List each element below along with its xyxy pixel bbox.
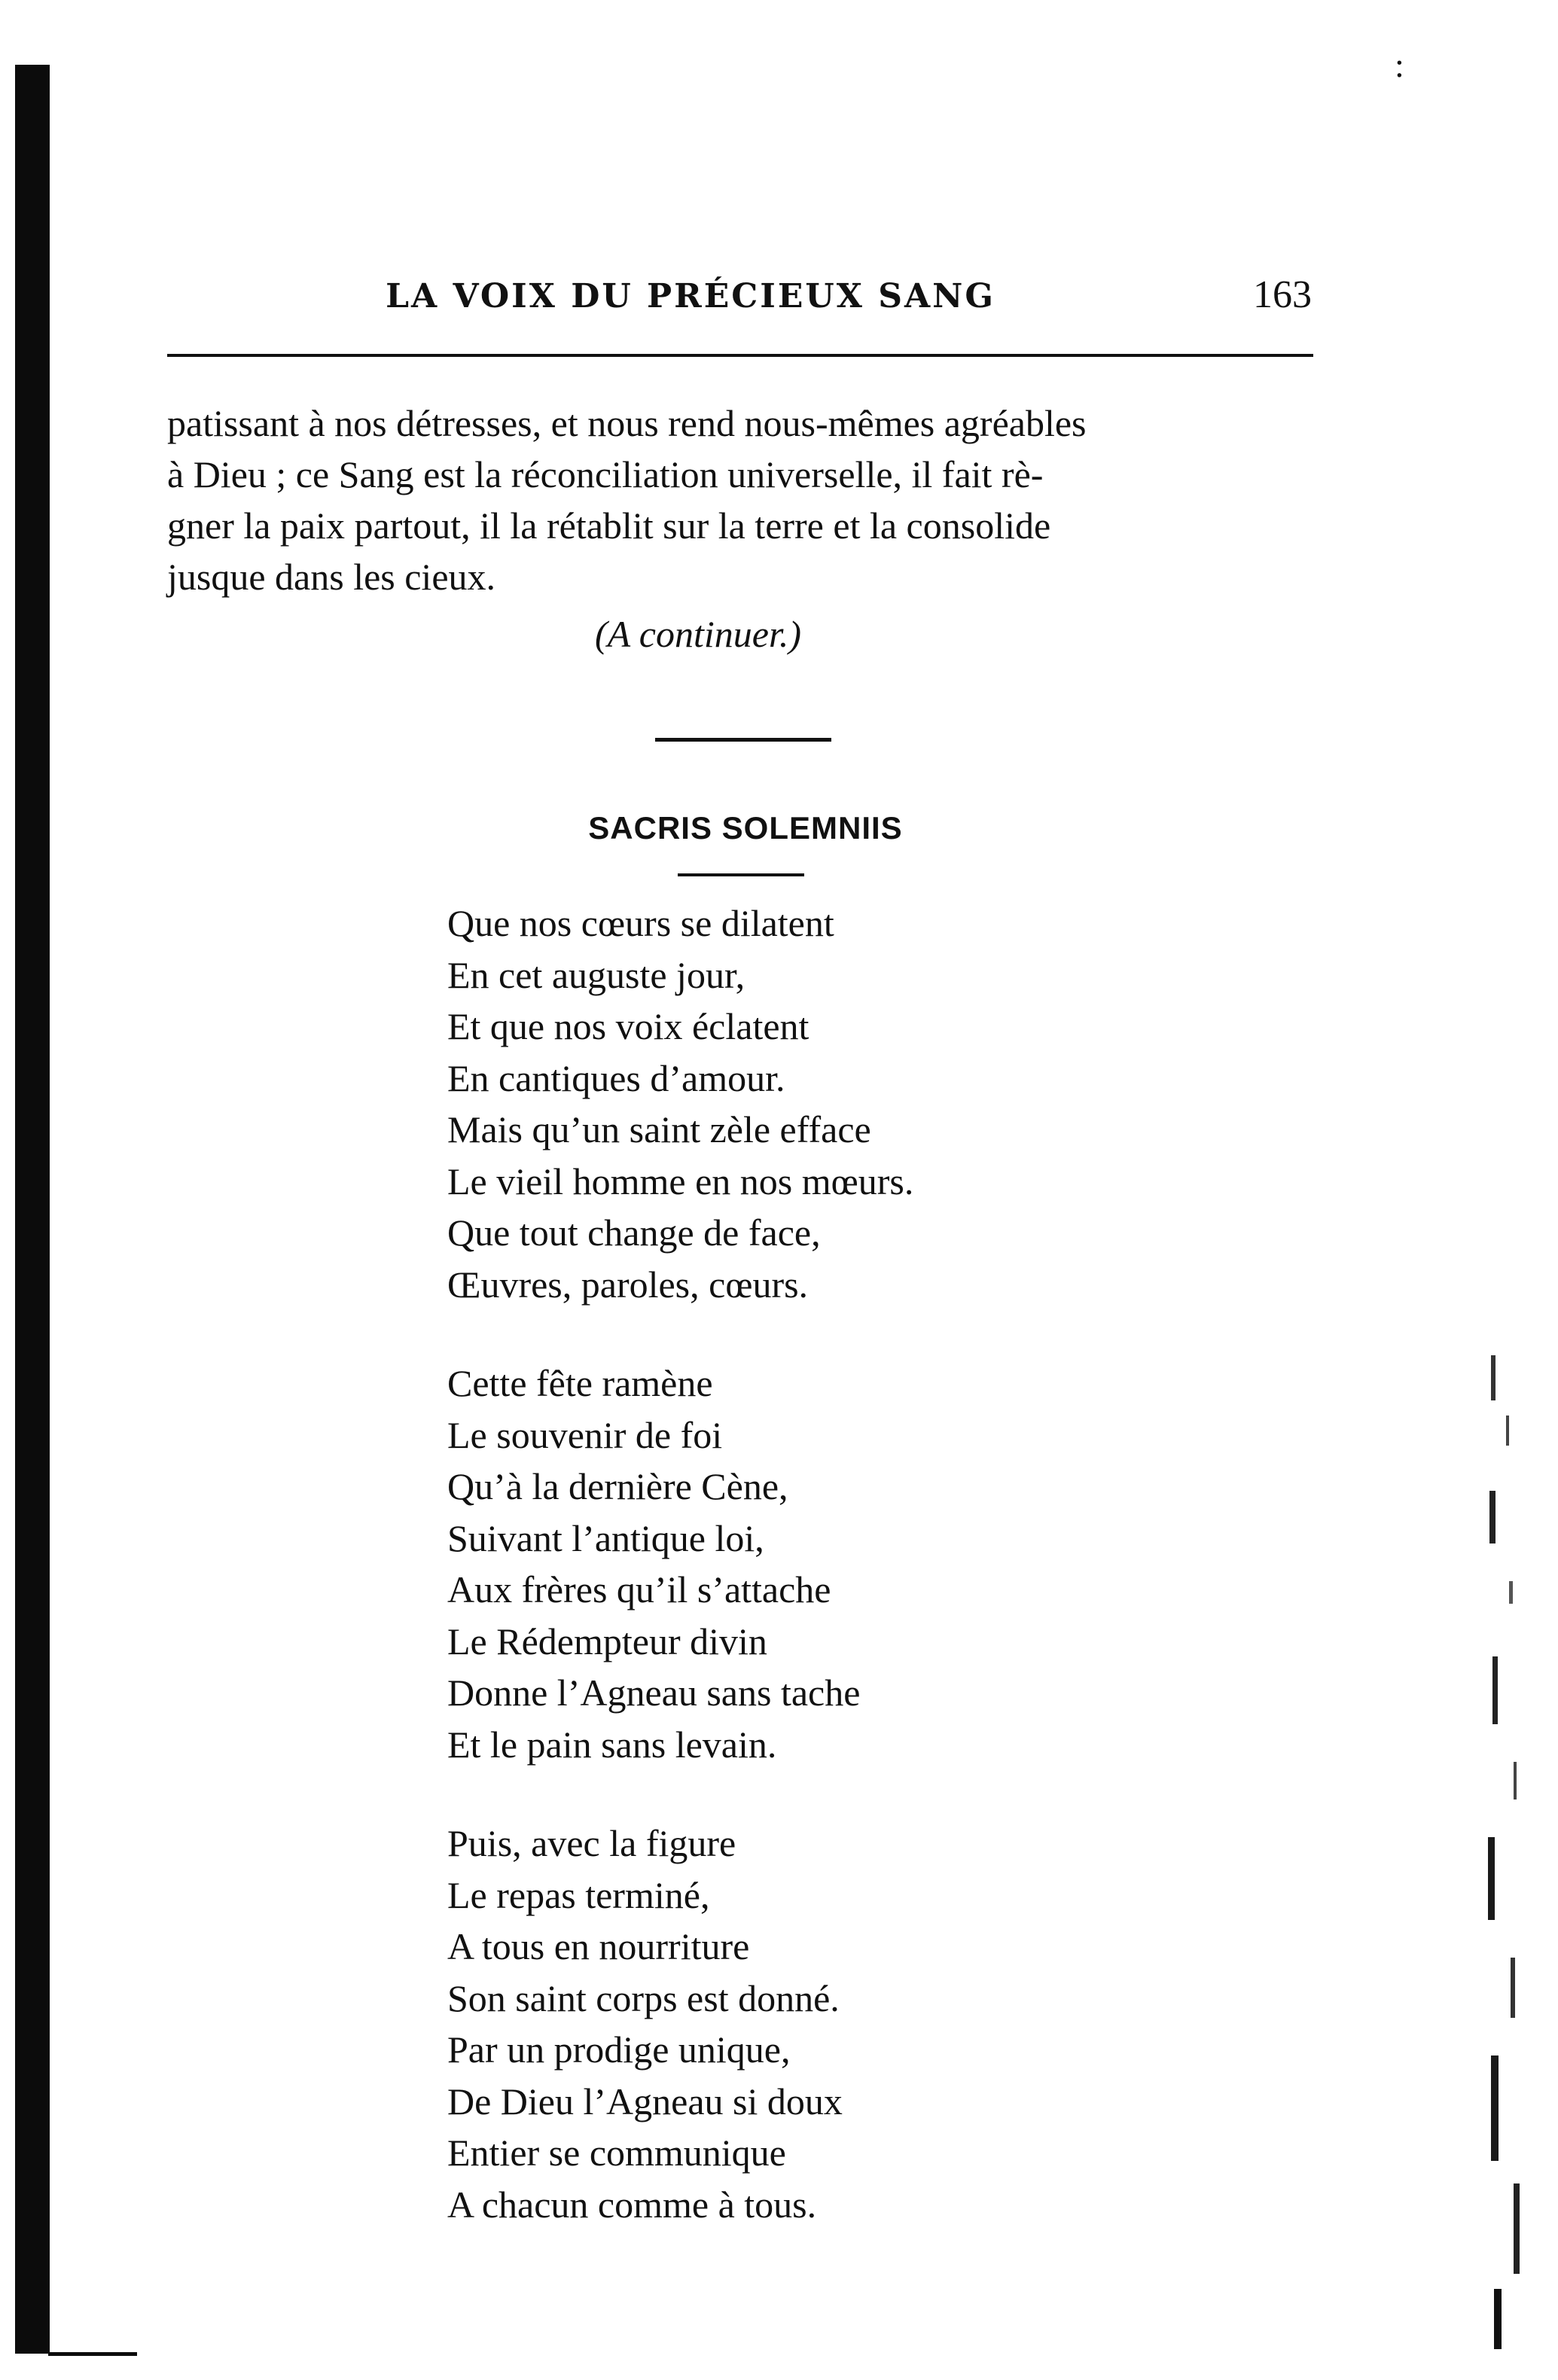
verse-line: Cette fête ramène (447, 1362, 713, 1404)
header-rule (167, 354, 1313, 357)
binding-tick-mark (48, 2352, 137, 2356)
verse-line: Et le pain sans levain. (447, 1723, 777, 1766)
verse-line: Son saint corps est donné. (447, 1976, 840, 2019)
verse-line: Par un prodige unique, (447, 2028, 791, 2071)
poem-body (447, 897, 1125, 2278)
verse-line: Aux frères qu’il s’attache (447, 1568, 831, 1611)
poem-title: SACRIS SOLEMNIIS (588, 810, 903, 846)
verse-line: Entier se communique (447, 2132, 786, 2174)
verse-line: Suivant l’antique loi, (447, 1516, 764, 1559)
page-number: 163 (1253, 273, 1312, 316)
verse-line: Le Rédempteur divin (447, 1620, 767, 1662)
title-underline (678, 873, 804, 876)
verse-line: Mais qu’un saint zèle efface (447, 1108, 871, 1150)
verse-line: Le vieil homme en nos mœurs. (447, 1160, 914, 1202)
running-title: LA VOIX DU PRÉCIEUX SANG (386, 277, 995, 315)
verse-line: Que tout change de face, (447, 1211, 821, 1254)
verse-line: En cantiques d’amour. (447, 1056, 785, 1099)
stanza (447, 897, 1125, 1310)
verse-line: Le repas terminé, (447, 1873, 710, 1916)
prose-line: gner la paix partout, il la rétablit sur la terre et la consolide (167, 504, 1051, 547)
stanza (447, 1358, 1125, 1770)
verse-line: A tous en nourriture (447, 1925, 750, 1967)
corner-mark: : (1395, 46, 1404, 84)
verse-line: Et que nos voix éclatent (447, 1005, 809, 1047)
verse-line: A chacun comme à tous. (447, 2183, 817, 2226)
continuation-note: (A continuer.) (595, 613, 802, 655)
page-header (167, 273, 1312, 325)
prose-line: à Dieu ; ce Sang est la réconciliation universelle, il fait rè- (167, 453, 1044, 495)
verse-line: Qu’à la dernière Cène, (447, 1465, 788, 1507)
verse-line: Le souvenir de foi (447, 1413, 723, 1456)
verse-line: Œuvres, paroles, cœurs. (447, 1263, 809, 1306)
prose-line: jusque dans les cieux. (167, 556, 496, 598)
section-divider (655, 738, 831, 742)
verse-line: De Dieu l’Agneau si doux (447, 2080, 843, 2122)
prose-paragraph (167, 398, 1316, 602)
verse-line: En cet auguste jour, (447, 953, 745, 996)
scan-noise-specks (1476, 1340, 1544, 2357)
verse-line: Que nos cœurs se dilatent (447, 902, 834, 944)
verse-line: Donne l’Agneau sans tache (447, 1671, 861, 1714)
verse-line: Puis, avec la figure (447, 1822, 736, 1864)
binding-shadow-bar (15, 65, 50, 2354)
prose-line: patissant à nos détresses, et nous rend nous-mêmes agréables (167, 402, 1087, 444)
stanza (447, 1818, 1125, 2230)
